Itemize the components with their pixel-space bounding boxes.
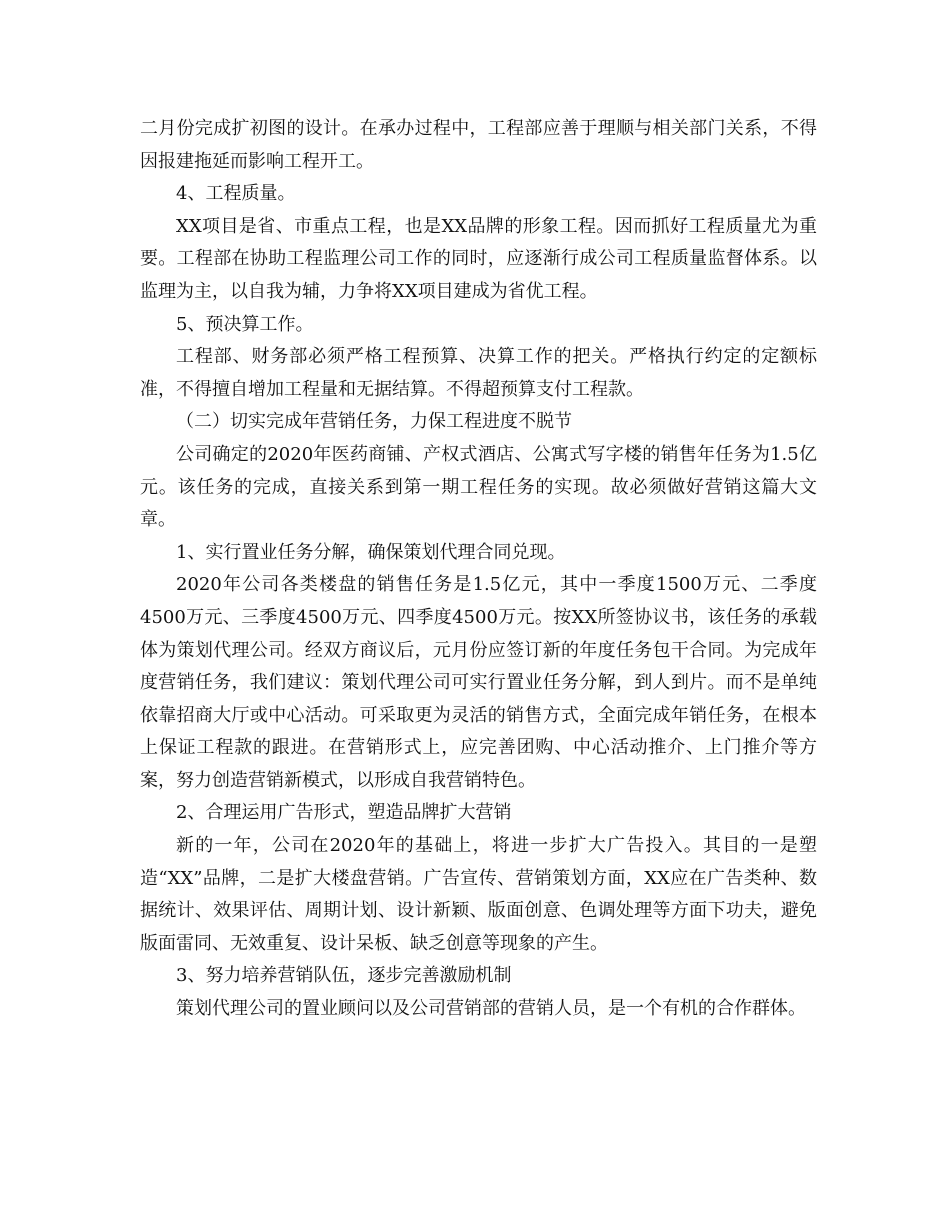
- heading-advertising: 2、合理运用广告形式，塑造品牌扩大营销: [176, 802, 512, 824]
- paragraph-sales-target: 公司确定的2020年医药商铺、产权式酒店、公寓式写字楼的销售年任务为1.5亿元。该任务的完成，直接关系到第一期工程任务的实现。故必须做好营销这篇大文章。: [140, 443, 817, 531]
- paragraph-task-decomposition: 2020年公司各类楼盘的销售任务是1.5亿元，其中一季度1500万元、二季度4500万元、三季度4500万元、四季度4500万元。按XX所签协议书，该任务的承载体为策划代理公司。经双方商议后，元月份应签订新的年度任务包干合同。为完成年度营销任务，我们建议：策划代理公司可实行置业任务分解，到人到片。而不是单纯依靠招商大厅或中心活动。可采取更为灵活的销售方式，全面完成年销任务，在根本上保证工程款的跟进。在营销形式上，应完善团购、中心活动推介、上门推介等方案，努力创造营销新模式，以形成自我营销特色。: [140, 574, 817, 791]
- section-heading-sales-task: （二）切实完成年营销任务，力保工程进度不脱节: [176, 411, 572, 433]
- paragraph-advertising: 新的一年，公司在2020年的基础上，将进一步扩大广告投入。其目的一是塑造“XX”品牌，二是扩大楼盘营销。广告宣传、营销策划方面，XX应在广告类种、数据统计、效果评估、周期计划、设计新颖、版面创意、色调处理等方面下功夫，避免版面雷同、无效重复、设计呆板、缺乏创意等现象的产生。: [140, 835, 817, 954]
- document-body: [140, 113, 817, 1026]
- heading-task-decomposition: 1、实行置业任务分解，确保策划代理合同兑现。: [176, 541, 566, 563]
- heading-budget-work: 5、预决算工作。: [176, 313, 314, 335]
- heading-engineering-quality: 4、工程质量。: [176, 183, 296, 205]
- paragraph-budget: 工程部、财务部必须严格工程预算、决算工作的把关。严格执行约定的定额标准，不得擅自增加工程量和无据结算。不得超预算支付工程款。: [140, 346, 817, 400]
- paragraph-quality: XX项目是省、市重点工程，也是XX品牌的形象工程。因而抓好工程质量尤为重要。工程部在协助工程监理公司工作的同时，应逐渐行成公司工程质量监督体系。以监理为主，以自我为辅，力争将XX项目建成为省优工程。: [140, 215, 817, 302]
- paragraph-sales-team: 策划代理公司的置业顾问以及公司营销部的营销人员，是一个有机的合作群体。: [176, 998, 806, 1020]
- paragraph-1: 二月份完成扩初图的设计。在承办过程中，工程部应善于理顺与相关部门关系，不得因报建拖延而影响工程开工。: [140, 118, 817, 172]
- heading-sales-team: 3、努力培养营销队伍，逐步完善激励机制: [176, 965, 512, 987]
